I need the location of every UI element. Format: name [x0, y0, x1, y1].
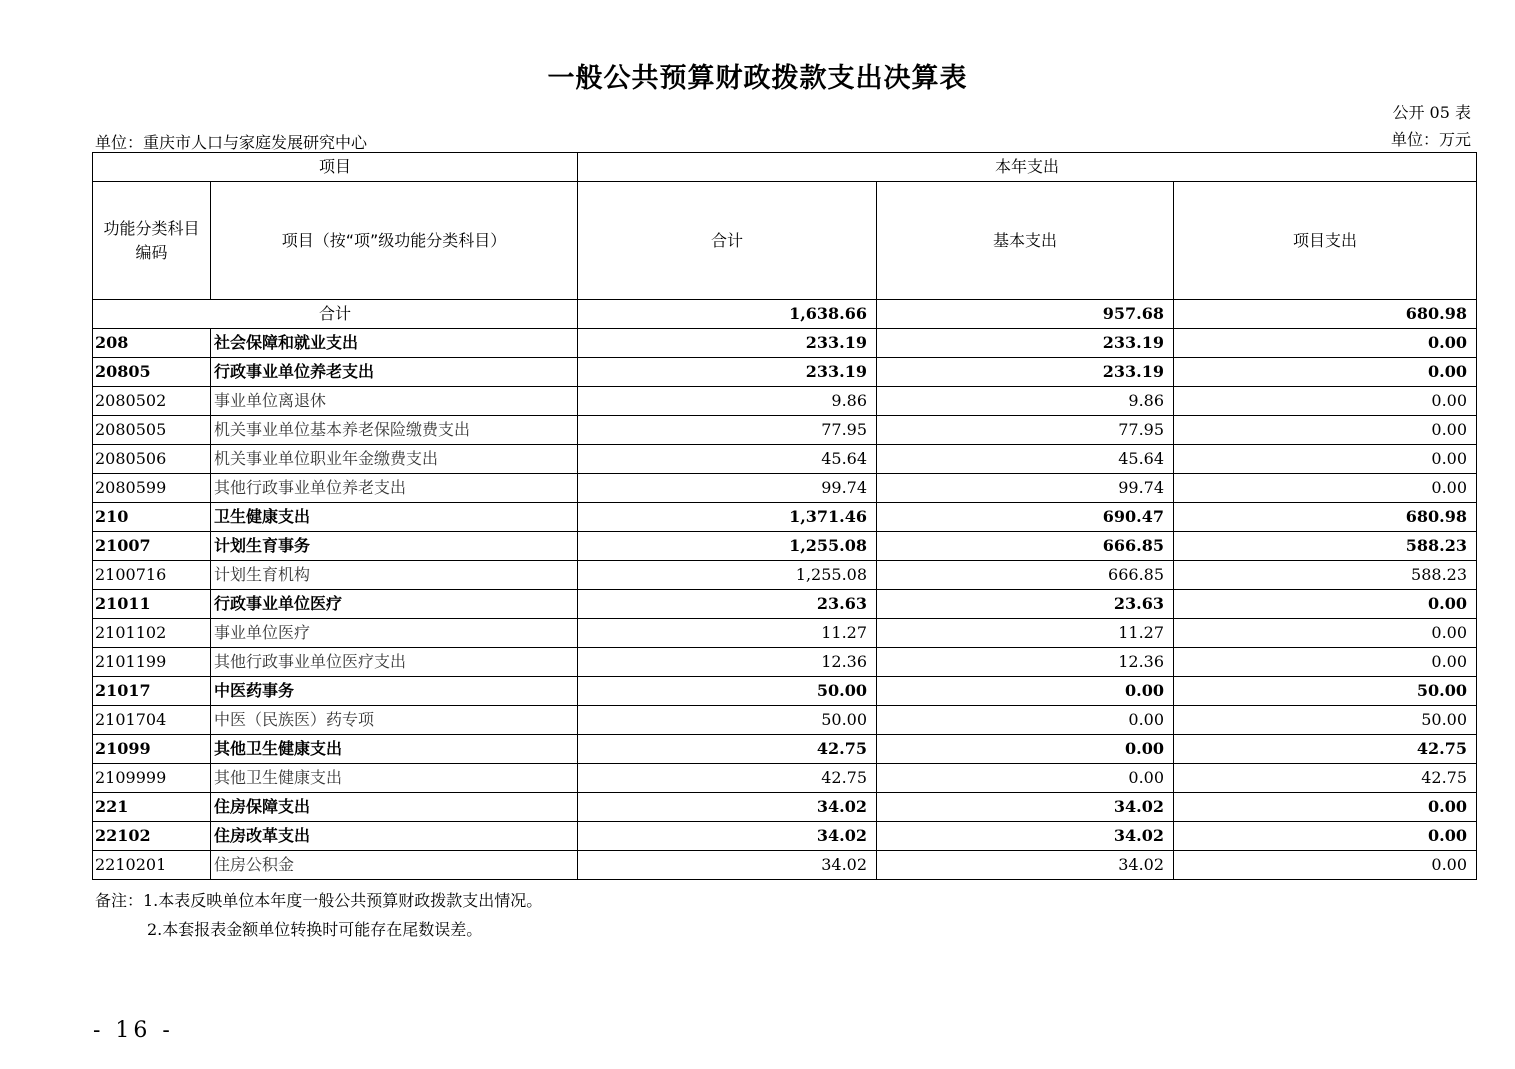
- table-row: [93, 706, 1477, 735]
- row-total: 34.02: [578, 851, 877, 880]
- row-total: 9.86: [578, 387, 877, 416]
- row-name: 行政事业单位养老支出: [211, 358, 578, 387]
- row-code: 2101199: [93, 648, 211, 677]
- table-row: [93, 503, 1477, 532]
- row-total: 50.00: [578, 706, 877, 735]
- row-code: 2080505: [93, 416, 211, 445]
- row-basic: 23.63: [877, 590, 1174, 619]
- row-code: 21011: [93, 590, 211, 619]
- row-basic: 233.19: [877, 329, 1174, 358]
- row-total: 11.27: [578, 619, 877, 648]
- row-project: 0.00: [1174, 619, 1477, 648]
- table-row: [93, 329, 1477, 358]
- row-total: 50.00: [578, 677, 877, 706]
- table-row: [93, 793, 1477, 822]
- row-project: 0.00: [1174, 387, 1477, 416]
- table-row: [93, 474, 1477, 503]
- row-basic: 0.00: [877, 677, 1174, 706]
- row-total: 77.95: [578, 416, 877, 445]
- row-total: 12.36: [578, 648, 877, 677]
- row-basic: 233.19: [877, 358, 1174, 387]
- row-name: 中医药事务: [211, 677, 578, 706]
- row-name: 住房公积金: [211, 851, 578, 880]
- expenditure-table: [92, 152, 1477, 880]
- row-name: 行政事业单位医疗: [211, 590, 578, 619]
- row-project: 0.00: [1174, 822, 1477, 851]
- row-name: 计划生育机构: [211, 561, 578, 590]
- row-basic: 666.85: [877, 561, 1174, 590]
- total-label: 合计: [93, 300, 578, 329]
- row-basic: 99.74: [877, 474, 1174, 503]
- row-project: 0.00: [1174, 474, 1477, 503]
- header-basic: 基本支出: [877, 182, 1174, 300]
- row-project: 0.00: [1174, 358, 1477, 387]
- table-row: [93, 561, 1477, 590]
- row-total: 99.74: [578, 474, 877, 503]
- row-code: 208: [93, 329, 211, 358]
- row-name: 事业单位医疗: [211, 619, 578, 648]
- row-code: 2101704: [93, 706, 211, 735]
- total-basic: 957.68: [877, 300, 1174, 329]
- table-row: [93, 764, 1477, 793]
- row-name: 住房改革支出: [211, 822, 578, 851]
- row-total: 23.63: [578, 590, 877, 619]
- row-project: 42.75: [1174, 764, 1477, 793]
- row-name: 其他行政事业单位医疗支出: [211, 648, 578, 677]
- row-project: 0.00: [1174, 851, 1477, 880]
- row-project: 0.00: [1174, 445, 1477, 474]
- row-code: 22102: [93, 822, 211, 851]
- table-row: [93, 648, 1477, 677]
- row-name: 卫生健康支出: [211, 503, 578, 532]
- row-name: 机关事业单位职业年金缴费支出: [211, 445, 578, 474]
- header-total: 合计: [578, 182, 877, 300]
- row-name: 机关事业单位基本养老保险缴费支出: [211, 416, 578, 445]
- table-row: [93, 590, 1477, 619]
- row-project: 0.00: [1174, 793, 1477, 822]
- row-name: 中医（民族医）药专项: [211, 706, 578, 735]
- row-name: 社会保障和就业支出: [211, 329, 578, 358]
- header-code: 功能分类科目编码: [93, 182, 211, 300]
- row-code: 21017: [93, 677, 211, 706]
- table-row: [93, 851, 1477, 880]
- header-project-item: 项目（按“项”级功能分类科目）: [211, 182, 578, 300]
- row-project: 50.00: [1174, 706, 1477, 735]
- row-project: 588.23: [1174, 532, 1477, 561]
- header-row-2: [93, 182, 1477, 300]
- row-code: 2080599: [93, 474, 211, 503]
- table-row: [93, 735, 1477, 764]
- row-basic: 9.86: [877, 387, 1174, 416]
- table-row: [93, 358, 1477, 387]
- row-code: 20805: [93, 358, 211, 387]
- row-project: 0.00: [1174, 648, 1477, 677]
- row-basic: 45.64: [877, 445, 1174, 474]
- row-basic: 11.27: [877, 619, 1174, 648]
- row-total: 42.75: [578, 735, 877, 764]
- header-current-year: 本年支出: [578, 153, 1477, 182]
- table-row: [93, 677, 1477, 706]
- header-project: 项目: [93, 153, 578, 182]
- table-row: [93, 619, 1477, 648]
- row-code: 2080502: [93, 387, 211, 416]
- table-row: [93, 387, 1477, 416]
- row-basic: 0.00: [877, 735, 1174, 764]
- row-basic: 666.85: [877, 532, 1174, 561]
- row-total: 1,255.08: [578, 561, 877, 590]
- row-name: 其他卫生健康支出: [211, 764, 578, 793]
- row-code: 221: [93, 793, 211, 822]
- header-row-1: [93, 153, 1477, 182]
- row-code: 2101102: [93, 619, 211, 648]
- row-name: 事业单位离退休: [211, 387, 578, 416]
- row-total: 233.19: [578, 329, 877, 358]
- table-row: [93, 445, 1477, 474]
- row-total: 233.19: [578, 358, 877, 387]
- table-row: [93, 822, 1477, 851]
- row-project: 680.98: [1174, 503, 1477, 532]
- row-total: 1,255.08: [578, 532, 877, 561]
- row-project: 50.00: [1174, 677, 1477, 706]
- row-basic: 0.00: [877, 764, 1174, 793]
- row-total: 1,371.46: [578, 503, 877, 532]
- row-basic: 12.36: [877, 648, 1174, 677]
- table-row: [93, 416, 1477, 445]
- row-total: 34.02: [578, 793, 877, 822]
- row-basic: 34.02: [877, 851, 1174, 880]
- page-title: 一般公共预算财政拨款支出决算表: [547, 63, 968, 94]
- total-amount: 1,638.66: [578, 300, 877, 329]
- row-basic: 34.02: [877, 822, 1174, 851]
- note-1: 备注：1.本表反映单位本年度一般公共预算财政拨款支出情况。: [95, 891, 543, 910]
- row-project: 588.23: [1174, 561, 1477, 590]
- row-total: 42.75: [578, 764, 877, 793]
- row-name: 住房保障支出: [211, 793, 578, 822]
- note-2: 2.本套报表金额单位转换时可能存在尾数误差。: [147, 920, 483, 939]
- row-basic: 77.95: [877, 416, 1174, 445]
- row-basic: 34.02: [877, 793, 1174, 822]
- row-code: 210: [93, 503, 211, 532]
- row-total: 34.02: [578, 822, 877, 851]
- row-basic: 0.00: [877, 706, 1174, 735]
- header-project-exp: 项目支出: [1174, 182, 1477, 300]
- row-name: 计划生育事务: [211, 532, 578, 561]
- row-code: 2109999: [93, 764, 211, 793]
- row-basic: 690.47: [877, 503, 1174, 532]
- row-total: 45.64: [578, 445, 877, 474]
- row-code: 21099: [93, 735, 211, 764]
- row-name: 其他行政事业单位养老支出: [211, 474, 578, 503]
- form-number: 公开 05 表: [1392, 103, 1471, 122]
- total-project: 680.98: [1174, 300, 1477, 329]
- total-row: [93, 300, 1477, 329]
- row-project: 42.75: [1174, 735, 1477, 764]
- row-code: 2080506: [93, 445, 211, 474]
- reporting-unit: 单位：重庆市人口与家庭发展研究中心: [95, 133, 368, 152]
- currency-unit: 单位：万元: [1390, 130, 1471, 149]
- row-project: 0.00: [1174, 329, 1477, 358]
- row-code: 2100716: [93, 561, 211, 590]
- row-name: 其他卫生健康支出: [211, 735, 578, 764]
- row-code: 21007: [93, 532, 211, 561]
- table-row: [93, 532, 1477, 561]
- page-number: - 16 -: [93, 1018, 174, 1043]
- row-project: 0.00: [1174, 416, 1477, 445]
- row-project: 0.00: [1174, 590, 1477, 619]
- row-code: 2210201: [93, 851, 211, 880]
